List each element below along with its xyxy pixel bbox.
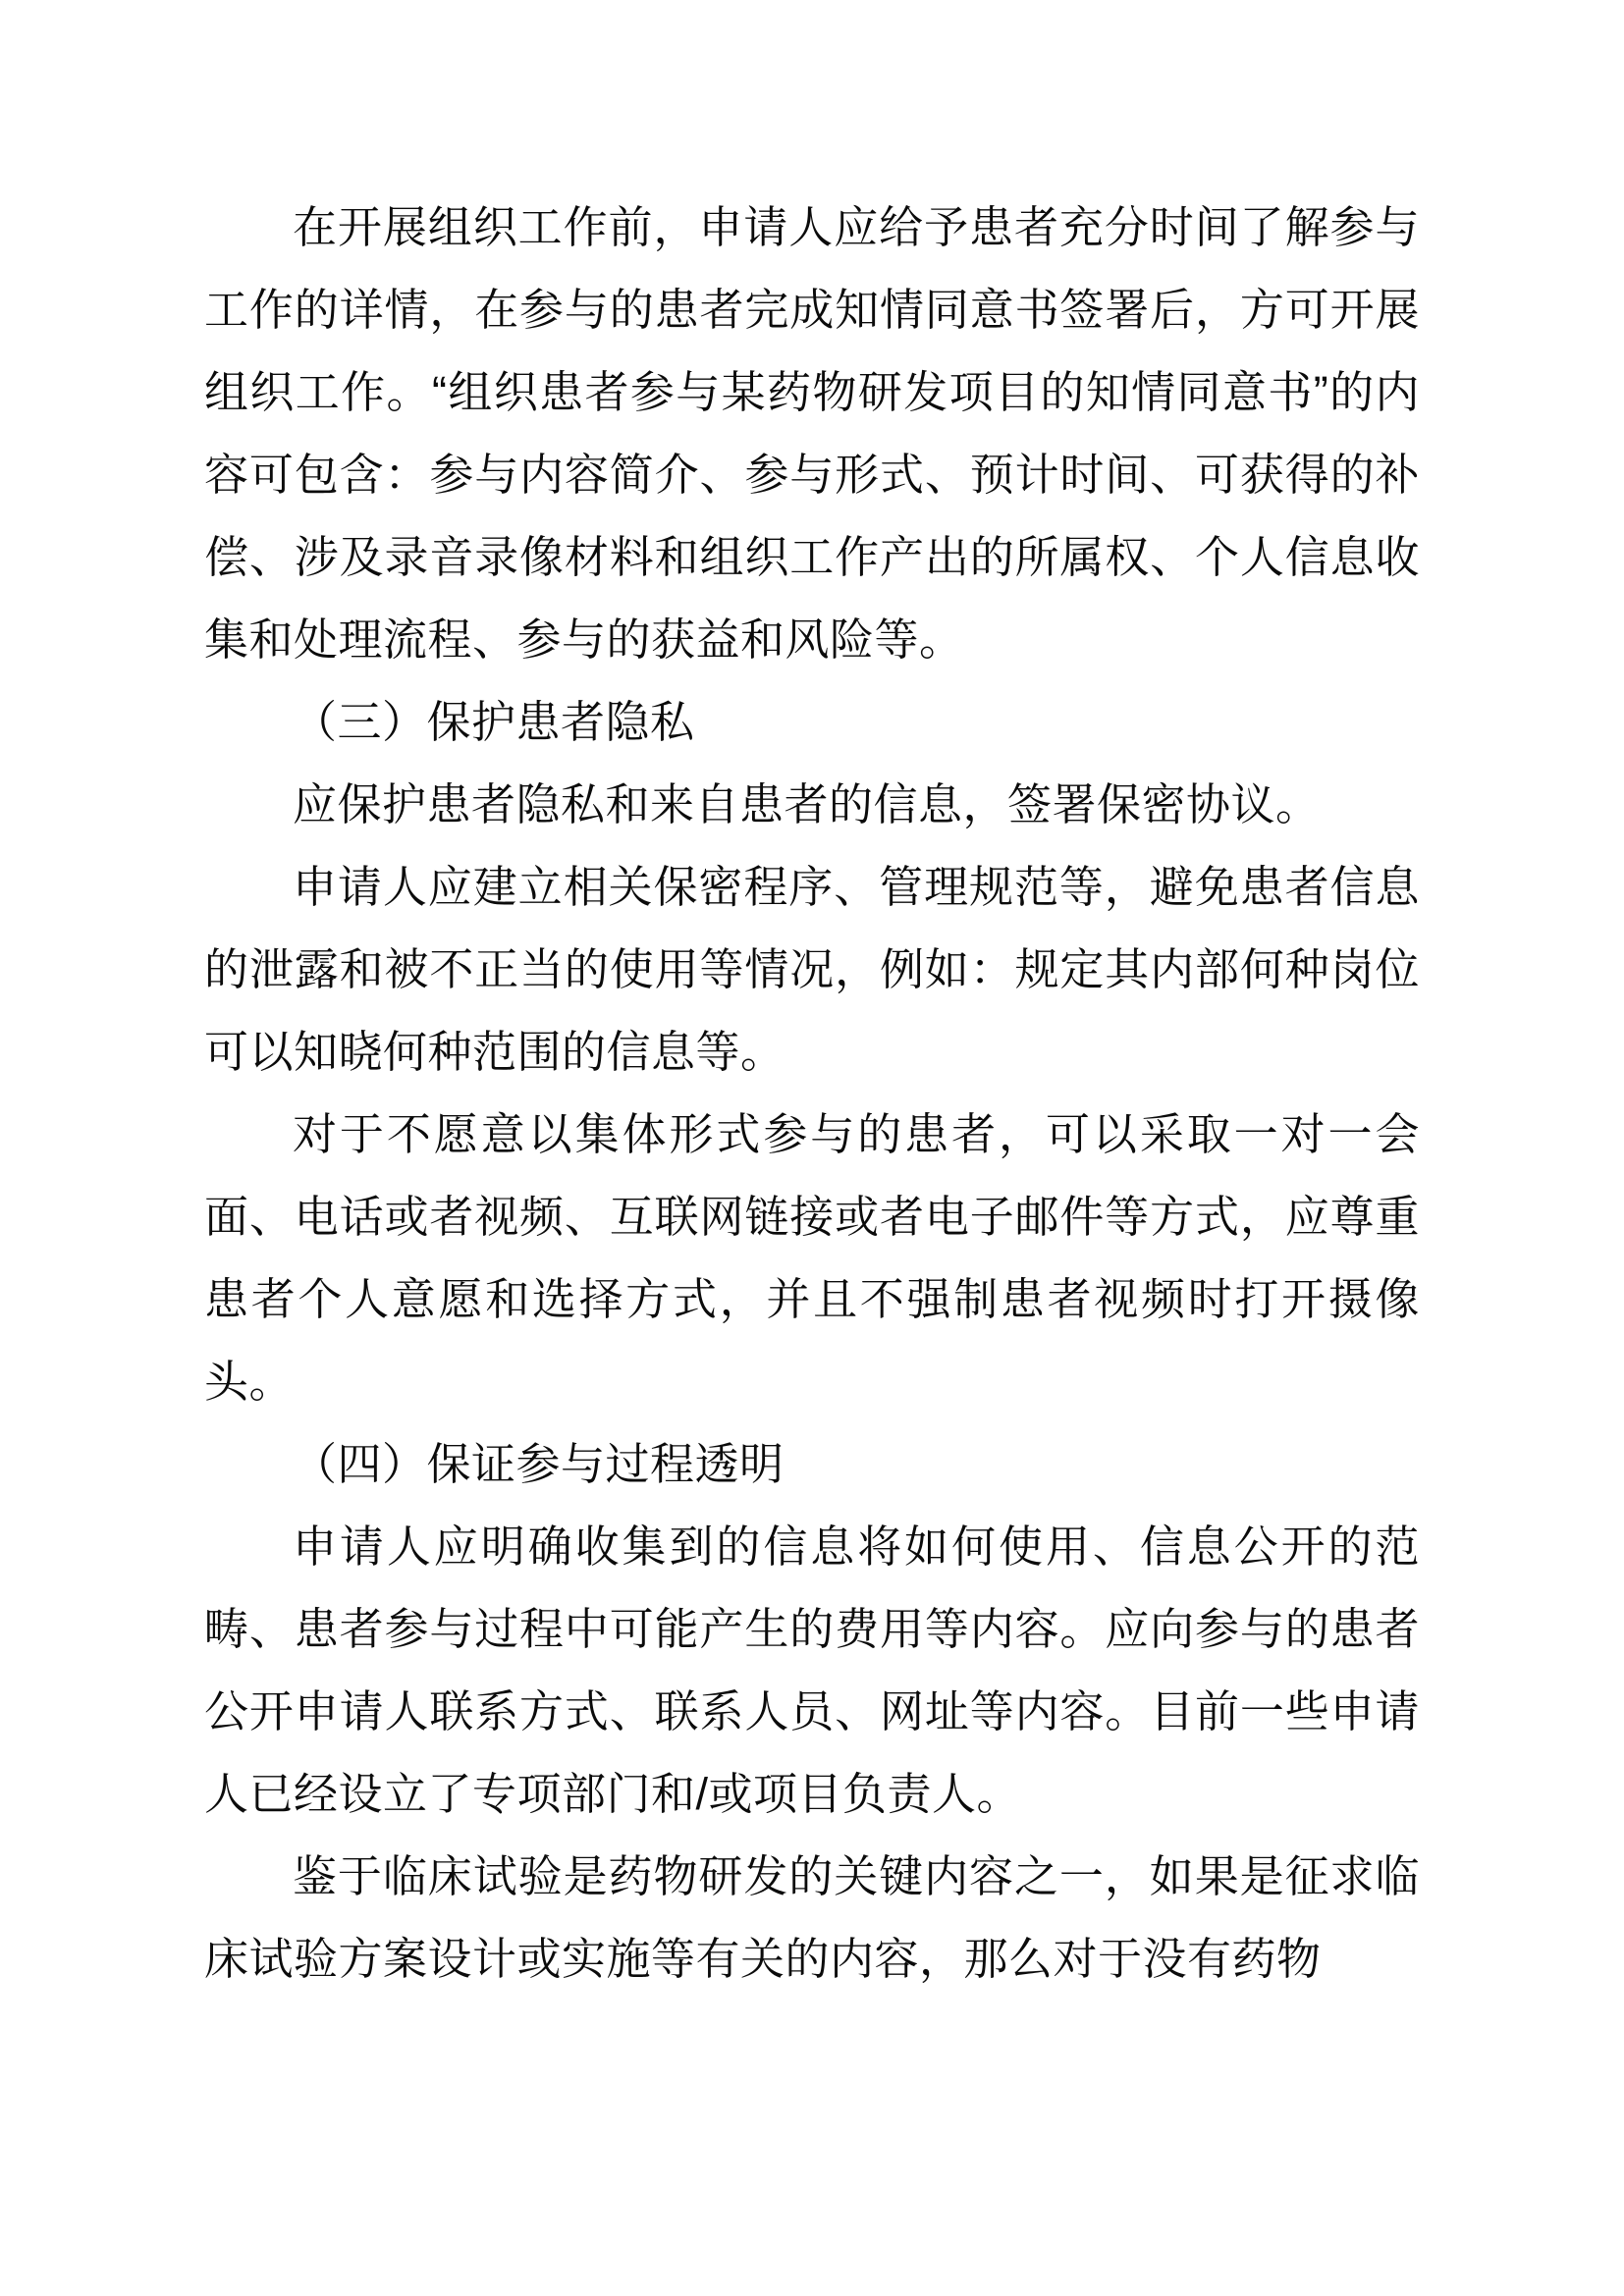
paragraph-informed-consent: 在开展组织工作前，申请人应给予患者充分时间了解参与工作的详情，在参与的患者完成知情同意书签署后，方可开展组织工作。“组织患者参与某药物研发项目的知情同意书”的内容可包含：参与内容简介、参与形式、预计时间、可获得的补偿、涉及录音录像材料和组织工作产出的所属权、个人信息收集和处理流程、参与的获益和风险等。 [204, 202, 1420, 665]
paragraph-privacy-agreement: 应保护患者隐私和来自患者的信息，签署保密协议。 [293, 779, 1321, 829]
heading-protect-privacy: （三）保护患者隐私 [293, 697, 695, 747]
paragraph-clinical-trial: 鉴于临床试验是药物研发的关键内容之一，如果是征求临床试验方案设计或实施等有关的内容，那么对于没有药物 [204, 1851, 1420, 1984]
heading-transparent-process: （四）保证参与过程透明 [293, 1439, 785, 1489]
paragraph-confidentiality-procedures: 申请人应建立相关保密程序、管理规范等，避免患者信息的泄露和被不正当的使用等情况，例如：规定其内部何种岗位可以知晓何种范围的信息等。 [204, 862, 1420, 1077]
document-body [204, 187, 1420, 2001]
paragraph-one-on-one-contact: 对于不愿意以集体形式参与的患者，可以采取一对一会面、电话或者视频、互联网链接或者电子邮件等方式，应尊重患者个人意愿和选择方式，并且不强制患者视频时打开摄像头。 [204, 1109, 1420, 1407]
paragraph-information-disclosure: 申请人应明确收集到的信息将如何使用、信息公开的范畴、患者参与过程中可能产生的费用等内容。应向参与的患者公开申请人联系方式、联系人员、网址等内容。目前一些申请人已经设立了专项部门和/或项目负责人。 [204, 1522, 1420, 1819]
